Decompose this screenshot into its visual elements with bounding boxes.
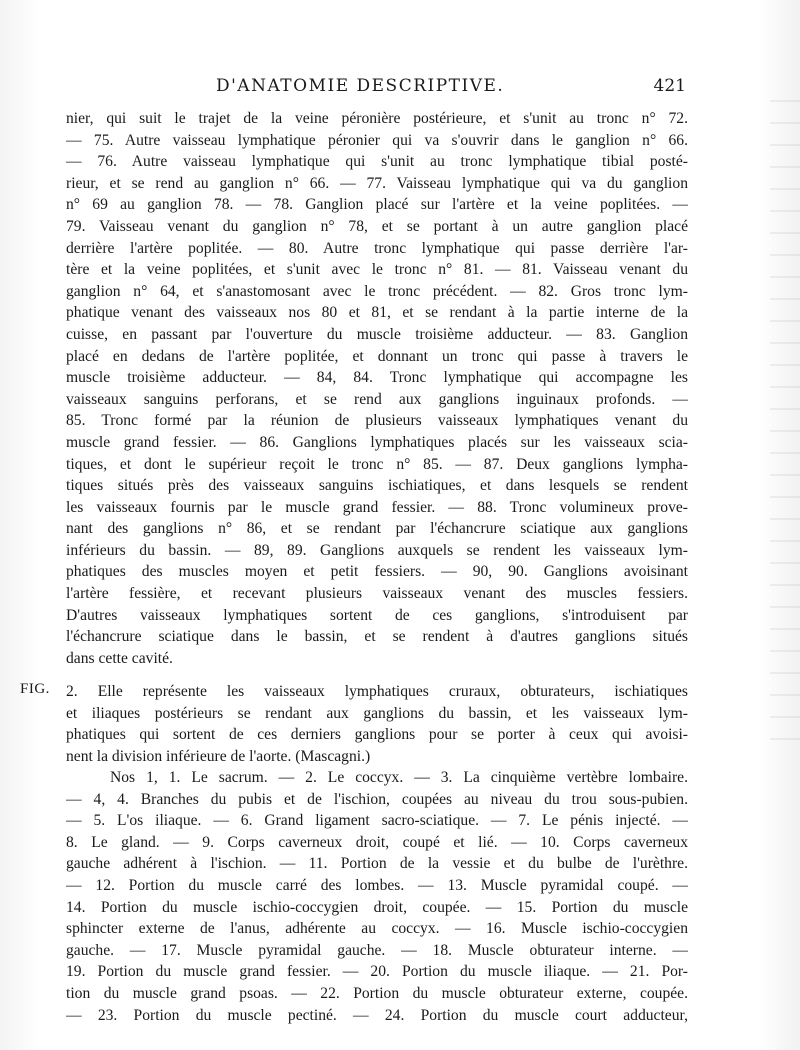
text-line: Nos 1, 1. Le sacrum. — 2. Le coccyx. — 3. La cinquième vertèbre lombaire. xyxy=(110,769,688,786)
page-number: 421 xyxy=(653,76,686,96)
text-line: — 75. Autre vaisseau lymphatique péronier qui va s'ouvrir dans le ganglion n° 66. xyxy=(66,131,688,149)
page-header xyxy=(216,76,686,102)
bleed-through-shadow xyxy=(770,100,800,760)
text-line: D'autres vaisseaux lymphatiques sortent de ces ganglions, s'introduisent par xyxy=(66,606,688,624)
text-line: muscle troisième adducteur. — 84, 84. Tronc lymphatique qui accompagne les xyxy=(66,369,688,387)
text-line: 2. Elle représente les vaisseaux lymphatiques cruraux, obturateurs, ischiatiques xyxy=(66,683,688,700)
text-line: gauche adhérent à l'ischion. — 11. Portion de la vessie et du bulbe de l'urèthre. xyxy=(66,855,688,873)
text-line: cuisse, en passant par l'ouverture du muscle troisième adducteur. — 83. Ganglion xyxy=(66,325,688,343)
running-head: D'ANATOMIE DESCRIPTIVE. xyxy=(216,76,505,96)
text-line: 19. Portion du muscle grand fessier. — 20. Portion du muscle iliaque. — 21. Por- xyxy=(66,963,688,981)
text-line: — 76. Autre vaisseau lymphatique qui s'unit au tronc lymphatique tibial posté- xyxy=(66,153,688,171)
text-line: tion du muscle grand psoas. — 22. Portion du muscle obturateur externe, coupée. xyxy=(66,984,688,1002)
text-line: phatiques des muscles moyen et petit fessiers. — 90, 90. Ganglions avoisinant xyxy=(66,563,688,581)
text-line: — 4, 4. Branches du pubis et de l'ischion, coupées au niveau du trou sous-pubien. xyxy=(66,790,688,808)
text-line: ganglion n° 64, et s'anastomosant avec le tronc précédent. — 82. Gros tronc lym- xyxy=(66,282,688,300)
text-line: n° 69 au ganglion 78. — 78. Ganglion placé sur l'artère et la veine poplitées. — xyxy=(66,196,688,214)
text-line: sphincter externe de l'anus, adhérente au coccyx. — 16. Muscle ischio-coccygien xyxy=(66,920,688,938)
body-paragraph-legend-continued xyxy=(66,108,688,669)
text-line: nent la division inférieure de l'aorte. (Mascagni.) xyxy=(66,747,371,765)
text-line: 14. Portion du muscle ischio-coccygien droit, coupée. — 15. Portion du muscle xyxy=(66,898,688,916)
text-line: 85. Tronc formé par la réunion de plusieurs vaisseaux lymphatiques venant du xyxy=(66,412,688,430)
text-line: derrière l'artère poplitée. — 80. Autre tronc lymphatique qui passe derrière l'ar- xyxy=(66,239,688,257)
text-line: nant des ganglions n° 86, et se rendant par l'échancrure sciatique aux ganglions xyxy=(66,520,688,538)
text-line: vaisseaux sanguins perforans, et se rend aux ganglions inguinaux profonds. — xyxy=(66,390,688,408)
text-line: — 5. L'os iliaque. — 6. Grand ligament sacro-sciatique. — 7. Le pénis injecté. — xyxy=(66,812,688,830)
text-line: l'artère fessière, et recevant plusieurs vaisseaux venant des muscles fessiers. xyxy=(66,585,688,603)
text-line: et iliaques postérieurs se rendant aux ganglions du bassin, et les vaisseaux lym- xyxy=(66,704,688,722)
text-line: 79. Vaisseau venant du ganglion n° 78, et se portant à un autre ganglion placé xyxy=(66,217,688,235)
text-line: gauche. — 17. Muscle pyramidal gauche. — 18. Muscle obturateur interne. — xyxy=(66,941,688,959)
text-line: inférieurs du bassin. — 89, 89. Ganglions auxquels se rendent les vaisseaux lym- xyxy=(66,541,688,559)
text-line: tère et la veine poplitées, et s'unit avec le tronc n° 81. — 81. Vaisseau venant du xyxy=(66,261,688,279)
figure-label: FIG. xyxy=(20,681,50,697)
text-line: dans cette cavité. xyxy=(66,649,173,667)
text-line: placé en dedans de l'artère poplitée, et donnant un tronc qui passe à travers le xyxy=(66,347,688,365)
text-line: — 12. Portion du muscle carré des lombes. — 13. Muscle pyramidal coupé. — xyxy=(66,876,688,894)
text-line: 8. Le gland. — 9. Corps caverneux droit, coupé et lié. — 10. Corps caverneux xyxy=(66,833,688,851)
figure-legend-list xyxy=(66,767,688,1026)
text-line: les vaisseaux fournis par le muscle grand fessier. — 88. Tronc volumineux prove- xyxy=(66,498,688,516)
text-line: tiques situés près des vaisseaux sanguins ischiatiques, et dans lesquels se rendent xyxy=(66,477,688,495)
text-line: — 23. Portion du muscle pectiné. — 24. Portion du muscle court adducteur, xyxy=(66,1006,688,1024)
text-line: nier, qui suit le trajet de la veine péronière postérieure, et s'unit au tronc n° 72. xyxy=(66,110,688,127)
text-line: muscle grand fessier. — 86. Ganglions lymphatiques placés sur les vaisseaux scia- xyxy=(66,433,688,451)
figure-caption xyxy=(66,681,688,767)
text-line: phatique venant des vaisseaux nos 80 et 81, et se rendant à la partie interne de la xyxy=(66,304,688,322)
text-line: phatiques qui sortent de ces derniers ganglions pour se porter à ceux qui avoisi- xyxy=(66,726,688,744)
text-line: l'échancrure sciatique dans le bassin, et se rendent à d'autres ganglions situés xyxy=(66,628,688,646)
text-line: rieur, et se rend au ganglion n° 66. — 77. Vaisseau lymphatique qui va du ganglion xyxy=(66,174,688,192)
text-line: tiques, et dont le supérieur reçoit le tronc n° 85. — 87. Deux ganglions lympha- xyxy=(66,455,688,473)
